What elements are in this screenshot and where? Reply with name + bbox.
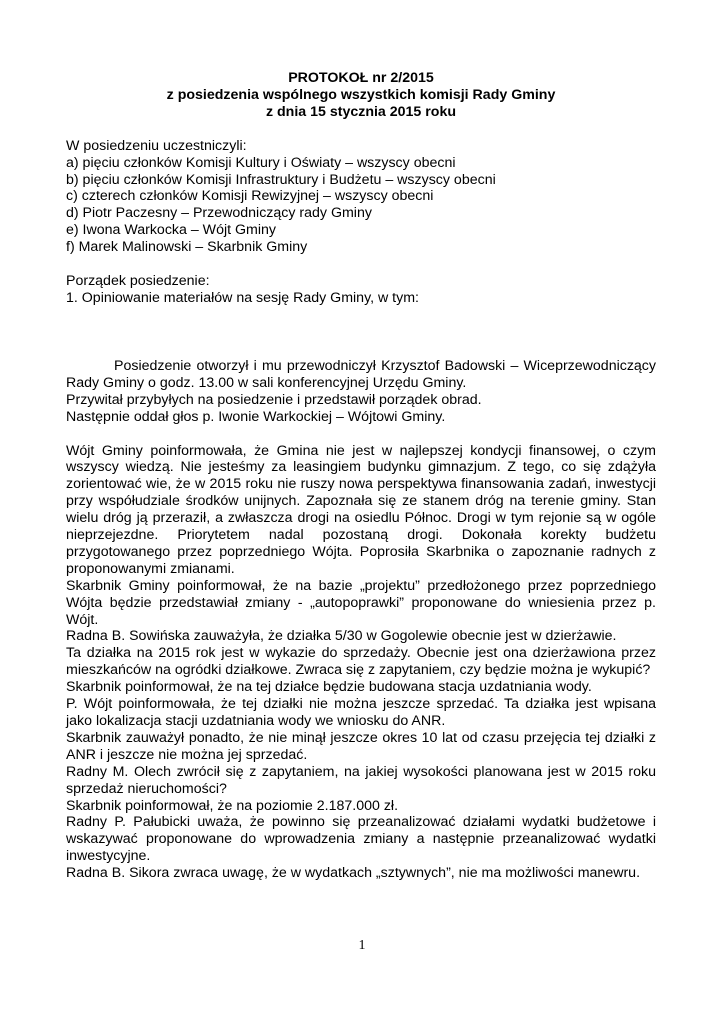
document-header bbox=[66, 70, 656, 121]
document-subtitle: z posiedzenia wspólnego wszystkich komisji Rady Gminy bbox=[166, 86, 556, 103]
agenda-section bbox=[66, 273, 656, 307]
agenda-heading: Porządek posiedzenie: bbox=[66, 273, 210, 290]
attendance-item: d) Piotr Paczesny – Przewodniczący rady Gminy bbox=[66, 205, 372, 222]
minutes-body bbox=[66, 358, 656, 882]
document-content bbox=[66, 70, 656, 882]
minutes-paragraph: Skarbnik Gminy poinformował, że na bazie „projektu” przedłożonego przez poprzedniego Wójta będzie przedstawiał zmiany - „autopoprawki” proponowane do wniesienia przez p. Wójt. bbox=[66, 577, 656, 628]
agenda-item: 1. Opiniowanie materiałów na sesję Rady Gminy, w tym: bbox=[66, 289, 419, 306]
document-date: z dnia 15 stycznia 2015 roku bbox=[265, 103, 457, 120]
attendance-heading: W posiedzeniu uczestniczyli: bbox=[66, 137, 247, 154]
minutes-paragraph: P. Wójt poinformowała, że tej działki nie można jeszcze sprzedać. Ta działka jest wpisana jako lokalizacja stacji uzdatniania wody we wniosku do ANR. bbox=[66, 696, 656, 729]
attendance-item: c) czterech członków Komisji Rewizyjnej – wszyscy obecni bbox=[66, 188, 434, 205]
attendance-item: b) pięciu członków Komisji Infrastruktury i Budżetu – wszyscy obecni bbox=[66, 171, 496, 188]
document-title: PROTOKOŁ nr 2/2015 bbox=[288, 70, 434, 86]
minutes-paragraph: Wójt Gminy poinformowała, że Gmina nie jest w najlepszej kondycji finansowej, o czym wszyscy wiedzą. Nie jesteśmy za leasingiem budynku gimnazjum. Z tego, co się zdążyła zorientować wie, że w 2015 roku nie ruszy nowa perspektywa finansowania zadań, inwestycji przy współudziale środków unijnych. Zapoznała się ze stanem dróg na terenie gminy. Stan wielu dróg ją przeraził, a zwłaszcza drogi na osiedlu Północ. Drogi w tym rejonie są w ogóle nieprzejezdne. Priorytetem nadal pozostaną drogi. Dokonała korekty budżetu przygotowanego przez poprzedniego Wójta. Poprosiła Skarbnika o zapoznanie radnych z proponowanymi zmianami. bbox=[66, 442, 656, 577]
attendance-section bbox=[66, 138, 656, 256]
minutes-paragraph: Radny M. Olech zwrócił się z zapytaniem, na jakiej wysokości planowana jest w 2015 roku sprzedaż nieruchomości? bbox=[66, 763, 656, 797]
minutes-paragraph: Radny P. Pałubicki uważa, że powinno się przeanalizować działami wydatki budżetowe i wskazywać proponowane do wprowadzenia zmiany a następnie przeanalizować wydatki inwestycyjne. bbox=[66, 814, 656, 865]
welcome-line: Przywitał przybyłych na posiedzenie i przedstawił porządek obrad. bbox=[66, 391, 482, 408]
minutes-paragraph: Skarbnik poinformował, że na tej działce będzie budowana stacja uzdatniania wody. bbox=[66, 679, 592, 696]
opening-paragraph: Posiedzenie otworzył i mu przewodniczył Krzysztof Badowski – Wiceprzewodniczący Rady Gminy o godz. 13.00 w sali konferencyjnej Urzędu Gminy. bbox=[66, 357, 656, 391]
minutes-paragraph: Radna B. Sikora zwraca uwagę, że w wydatkach „sztywnych”, nie ma możliwości manewru. bbox=[66, 865, 641, 882]
handover-line: Następnie oddał głos p. Iwonie Warkockiej – Wójtowi Gminy. bbox=[66, 408, 446, 425]
attendance-item: e) Iwona Warkocka – Wójt Gminy bbox=[66, 222, 276, 239]
attendance-item: f) Marek Malinowski – Skarbnik Gminy bbox=[66, 239, 308, 256]
page-number: 1 bbox=[358, 938, 366, 953]
attendance-item: a) pięciu członków Komisji Kultury i Oświaty – wszyscy obecni bbox=[66, 154, 456, 171]
minutes-paragraph: Radna B. Sowińska zauważyła, że działka 5/30 w Gogolewie obecnie jest w dzierżawie. bbox=[66, 628, 617, 645]
minutes-paragraph: Ta działka na 2015 rok jest w wykazie do sprzedaży. Obecnie jest ona dzierżawiona przez mieszkańców na ogródki działkowe. Zwraca się z zapytaniem, czy będzie można je wykupić? bbox=[66, 645, 656, 679]
minutes-paragraph: Skarbnik zauważył ponadto, że nie minął jeszcze okres 10 lat od czasu przejęcia tej działki z ANR i jeszcze nie można jej sprzedać. bbox=[66, 729, 656, 763]
minutes-paragraph: Skarbnik poinformował, że na poziomie 2.187.000 zł. bbox=[66, 797, 399, 814]
